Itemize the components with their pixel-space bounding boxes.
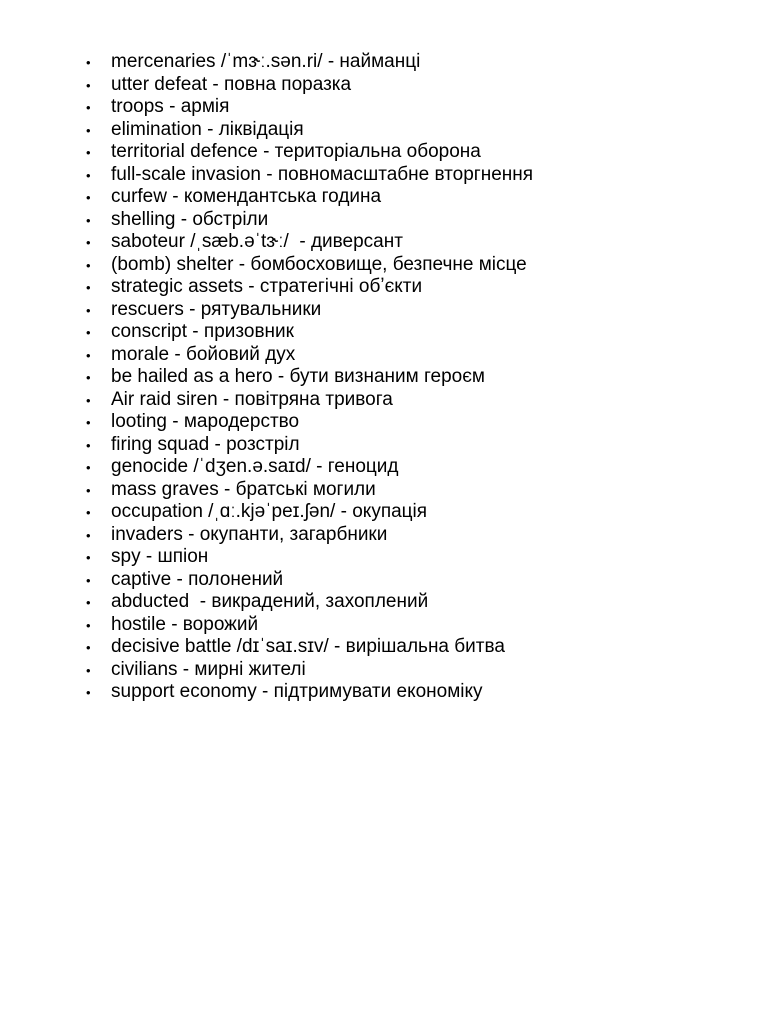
list-item-text: shelling - обстріли (111, 208, 269, 230)
list-item (86, 479, 533, 502)
list-item-text: occupation /ˌɑː.kjəˈpeɪ.ʃən/ - окупація (111, 501, 428, 522)
bullet-icon: • (86, 235, 91, 250)
list-item (86, 591, 533, 614)
list-item (86, 209, 533, 232)
bullet-icon: • (86, 685, 91, 700)
bullet-icon: • (86, 55, 91, 70)
list-item-text: firing squad - розстріл (111, 433, 300, 455)
list-item (86, 51, 533, 74)
list-item (86, 186, 533, 209)
bullet-icon: • (86, 122, 91, 138)
list-item (86, 119, 533, 142)
bullet-icon: • (86, 640, 91, 655)
bullet-icon: • (86, 77, 91, 93)
bullet-icon: • (86, 482, 91, 498)
bullet-icon: • (86, 370, 91, 385)
list-item-text: utter defeat - повна поразка (111, 73, 352, 95)
list-item (86, 636, 533, 659)
bullet-icon: • (86, 145, 91, 160)
bullet-icon: • (86, 437, 91, 453)
list-item-text: curfew - комендантська година (111, 186, 382, 207)
list-item (86, 569, 533, 592)
bullet-icon: • (86, 212, 91, 228)
list-item (86, 366, 533, 389)
bullet-icon: • (86, 302, 91, 318)
list-item-text: mercenaries /ˈmɝː.sən.ri/ - найманці (111, 51, 421, 72)
bullet-icon: • (86, 527, 91, 543)
list-item-text: full-scale invasion - повномасштабне вторгнення (111, 163, 534, 185)
list-item-text: territorial defence - територіальна оборона (111, 141, 481, 162)
list-item (86, 456, 533, 479)
list-item (86, 74, 533, 97)
list-item-text: elimination - ліквідація (111, 118, 304, 140)
list-item-text: be hailed as a hero - бути визнаним героєм (111, 366, 485, 387)
list-item (86, 659, 533, 682)
list-item (86, 96, 533, 119)
list-item-text: civilians - мирні жителі (111, 658, 306, 680)
list-item (86, 231, 533, 254)
list-item-text: rescuers - рятувальники (111, 298, 322, 320)
list-item (86, 344, 533, 367)
list-item (86, 254, 533, 277)
list-item (86, 501, 533, 524)
bullet-icon: • (86, 617, 91, 633)
list-item (86, 389, 533, 412)
list-item-text: looting - мародерство (111, 411, 300, 432)
bullet-icon: • (86, 257, 91, 273)
bullet-icon: • (86, 662, 91, 678)
list-item (86, 141, 533, 164)
list-item-text: invaders - окупанти, загарбники (111, 523, 388, 545)
bullet-icon: • (86, 347, 91, 363)
bullet-icon: • (86, 550, 91, 565)
list-item (86, 681, 533, 704)
list-item-text: hostile - ворожий (111, 613, 259, 635)
list-item-text: strategic assets - стратегічні обʼєкти (111, 276, 423, 297)
list-item (86, 614, 533, 637)
bullet-icon: • (86, 572, 91, 588)
list-item-text: Air raid siren - повітряна тривога (111, 388, 393, 410)
list-item-text: decisive battle /dɪˈsaɪ.sɪv/ - вирішальна битва (111, 636, 505, 657)
bullet-icon: • (86, 100, 91, 115)
list-item (86, 299, 533, 322)
list-item-text: (bomb) shelter - бомбосховище, безпечне місце (111, 253, 527, 275)
bullet-icon: • (86, 280, 91, 295)
list-item (86, 164, 533, 187)
list-item-text: saboteur /ˌsæb.əˈtɝː/ - диверсант (111, 231, 403, 252)
bullet-icon: • (86, 415, 91, 430)
bullet-icon: • (86, 325, 91, 340)
bullet-icon: • (86, 505, 91, 520)
list-item-text: spy - шпіон (111, 546, 209, 567)
vocabulary-list (86, 51, 533, 704)
list-item (86, 276, 533, 299)
list-item (86, 434, 533, 457)
list-item (86, 411, 533, 434)
list-item-text: troops - армія (111, 96, 230, 117)
list-item-text: genocide /ˈdʒen.ə.saɪd/ - геноцид (111, 456, 399, 477)
bullet-icon: • (86, 460, 91, 475)
list-item-text: support economy - підтримувати економіку (111, 681, 483, 702)
bullet-icon: • (86, 595, 91, 610)
bullet-icon: • (86, 167, 91, 183)
bullet-icon: • (86, 392, 91, 408)
list-item (86, 321, 533, 344)
list-item-text: mass graves - братські могили (111, 478, 376, 500)
list-item (86, 524, 533, 547)
list-item-text: abducted - викрадений, захоплений (111, 591, 429, 612)
bullet-icon: • (86, 190, 91, 205)
list-item (86, 546, 533, 569)
list-item-text: captive - полонений (111, 568, 284, 590)
list-item-text: conscript - призовник (111, 321, 294, 342)
list-item-text: morale - бойовий дух (111, 343, 296, 365)
